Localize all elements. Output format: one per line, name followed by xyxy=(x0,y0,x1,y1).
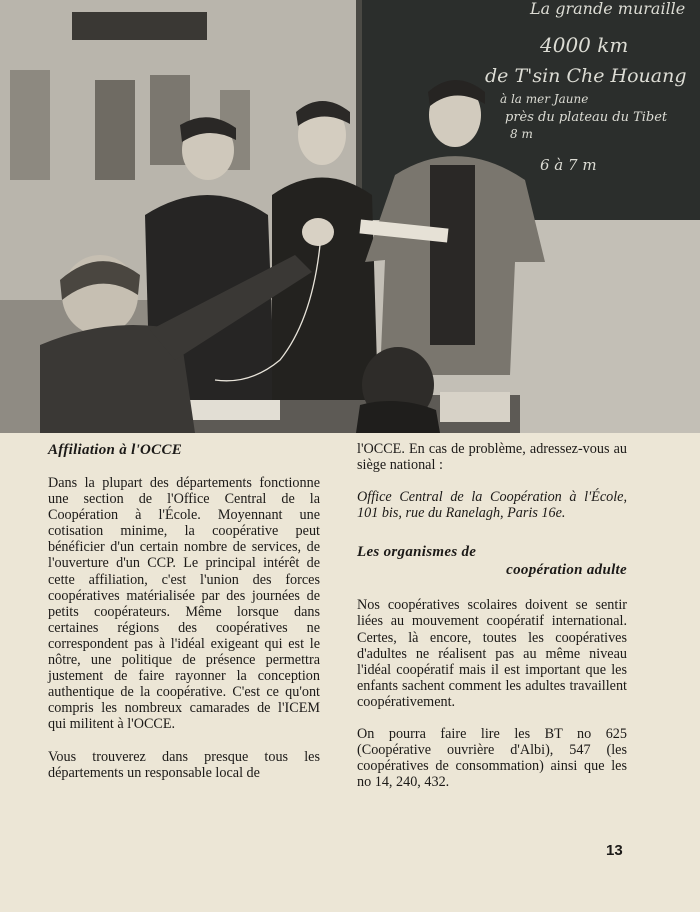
paragraph: Nos coopératives scolaires doivent se sentir liées au mouvement coopératif international. Certes, là encore, toutes les coopératives d'adultes ne réalisent pas au même niveau l'idéal coopératif mais il est important que les enfants sachent comment les adultes travaillent coopérativement. xyxy=(357,597,627,710)
right-column xyxy=(357,441,627,790)
blackboard-line: La grande muraille xyxy=(530,0,686,18)
blackboard-line: près du plateau du Tibet xyxy=(505,110,668,125)
heading-line: coopération adulte xyxy=(506,562,627,579)
paragraph: Dans la plupart des départements fonctionne une section de l'Office Central de la Coopération à l'École. Moyennant une cotisation minime, la coopérative peut bénéficier d'un certain nombre de services, de l'ouverture d'un CCP. Le principal intérêt de cette affiliation, c'est l'union des forces coopératives matérialisée par des journées de petits coopérateurs. Même lorsque dans certaines régions des coopératives ne correspondent pas à l'idéal exigeant qui est le nôtre, une politique de présence permettra justement de faire rayonner la conception authentique de la coopérative. C'est ce qu'ont compris les nombreux camarades de l'ICEM qui militent à l'OCCE. xyxy=(48,475,320,733)
blackboard-line: 6 à 7 m xyxy=(540,156,597,174)
photo-illustration xyxy=(0,0,700,433)
page-number: 13 xyxy=(606,842,623,859)
blackboard-line: à la mer Jaune xyxy=(500,92,589,106)
heading-affiliation: Affiliation à l'OCCE xyxy=(48,442,183,458)
heading-organismes xyxy=(357,543,627,579)
left-column xyxy=(48,441,320,781)
blackboard-line: 8 m xyxy=(510,127,533,141)
paragraph: On pourra faire lire les BT no 625 (Coopérative ouvrière d'Albi), 547 (les coopératives de consommation) ainsi que les no 14, 240, 432. xyxy=(357,726,627,791)
classroom-photo xyxy=(0,0,700,433)
heading-line: Les organismes de xyxy=(357,544,477,561)
blackboard-line: de T'sin Che Houang xyxy=(485,65,687,87)
paragraph: l'OCCE. En cas de problème, adressez-vous au siège national : xyxy=(357,441,627,474)
paragraph: Vous trouverez dans presque tous les départements un responsable local de xyxy=(48,748,320,781)
address: Office Central de la Coopération à l'École, 101 bis, rue du Ranelagh, Paris 16e. xyxy=(357,489,627,522)
blackboard-line: 4000 km xyxy=(540,33,629,57)
